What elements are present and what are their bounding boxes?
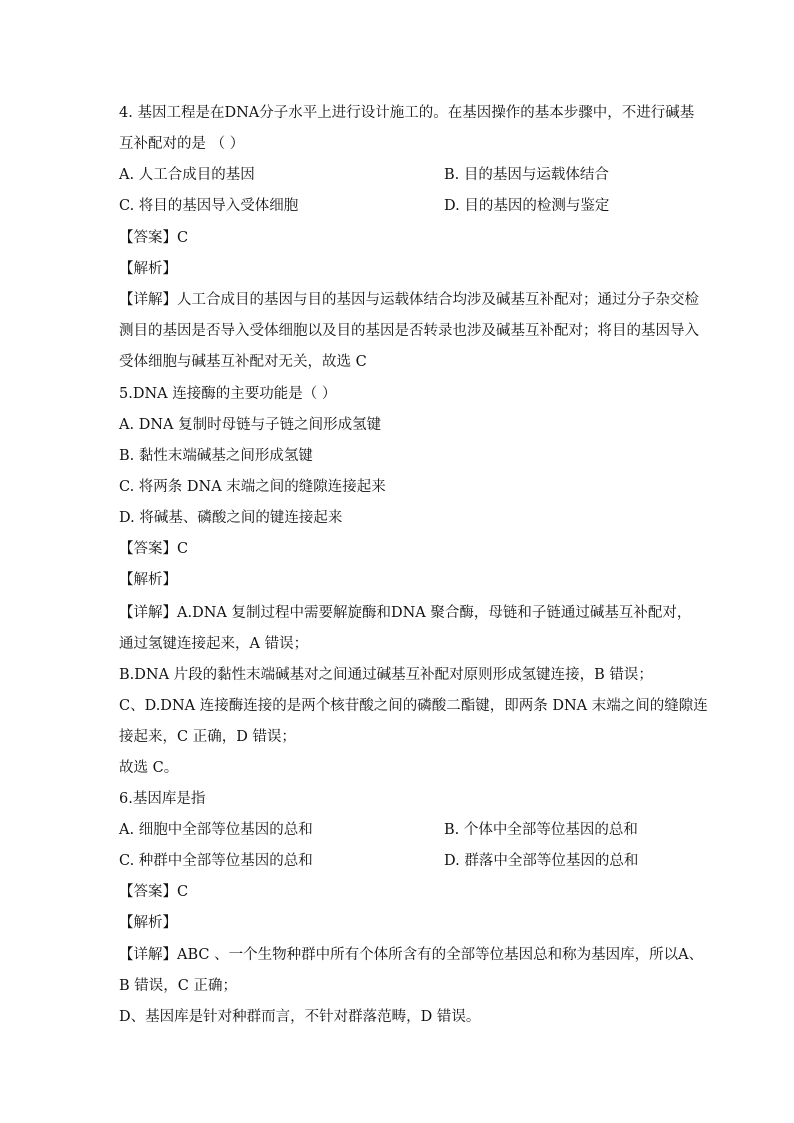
q4-analysis-label: 【解析】 [119,261,177,277]
q5-detail-line: 【详解】A.DNA 复制过程中需要解旋酶和DNA 聚合酶，母链和子链通过碱基互补配对， [119,605,692,621]
q5-option-a: A. DNA 复制时母链与子链之间形成氢键 [119,417,382,433]
q4-detail-line: 【详解】人工合成目的基因与目的基因与运载体结合均涉及碱基互补配对；通过分子杂交检 [119,292,699,308]
q5-detail-line: 故选 C。 [119,760,179,776]
q6-analysis-label: 【解析】 [119,915,177,931]
q4-option-a: A. 人工合成目的基因 [119,167,255,183]
q5-stem: 5.DNA 连接酶的主要功能是（ ） [119,386,337,402]
q6-answer: 【答案】C [119,884,189,900]
q6-detail-line: 【详解】ABC 、一个生物种群中所有个体所含有的全部等位基因总和称为基因库，所以A、 [119,947,704,963]
q4-option-d: D. 目的基因的检测与鉴定 [444,198,610,214]
q6-option-b: B. 个体中全部等位基因的总和 [444,822,638,838]
q5-option-b: B. 黏性末端碱基之间形成氢键 [119,448,313,464]
q4-stem-line1: 4. 基因工程是在DNA分子水平上进行设计施工的。在基因操作的基本步骤中，不进行碱基 [119,105,695,121]
q5-analysis-label: 【解析】 [119,572,177,588]
q5-option-d: D. 将碱基、磷酸之间的键连接起来 [119,510,343,526]
q5-detail-line: C、D.DNA 连接酶连接的是两个核苷酸之间的磷酸二酯键，即两条 DNA 末端之间的缝隙连 [119,698,708,714]
q5-option-c: C. 将两条 DNA 末端之间的缝隙连接起来 [119,479,386,495]
q6-option-c: C. 种群中全部等位基因的总和 [119,853,313,869]
q4-detail-line: 受体细胞与碱基互补配对无关，故选 C [119,354,367,370]
q5-answer: 【答案】C [119,541,189,557]
q4-answer: 【答案】C [119,230,189,246]
q5-detail-line: 通过氢键连接起来，A 错误； [119,636,309,652]
q4-stem-line2: 互补配对的是 （ ） [119,136,245,152]
q4-option-b: B. 目的基因与运载体结合 [444,167,609,183]
q6-detail-line: B 错误，C 正确； [119,978,237,994]
q6-option-a: A. 细胞中全部等位基因的总和 [119,822,313,838]
q4-option-c: C. 将目的基因导入受体细胞 [119,198,299,214]
q6-stem: 6.基因库是指 [119,791,206,807]
q6-option-d: D. 群落中全部等位基因的总和 [444,853,639,869]
q4-detail-line: 测目的基因是否导入受体细胞以及目的基因是否转录也涉及碱基互补配对；将目的基因导入 [119,323,699,339]
q5-detail-line: 接起来，C 正确，D 错误； [119,729,296,745]
q5-detail-line: B.DNA 片段的黏性末端碱基对之间通过碱基互补配对原则形成氢键连接，B 错误； [119,667,653,683]
q6-detail-line: D、基因库是针对种群而言，不针对群落范畴，D 错误。 [119,1009,481,1025]
